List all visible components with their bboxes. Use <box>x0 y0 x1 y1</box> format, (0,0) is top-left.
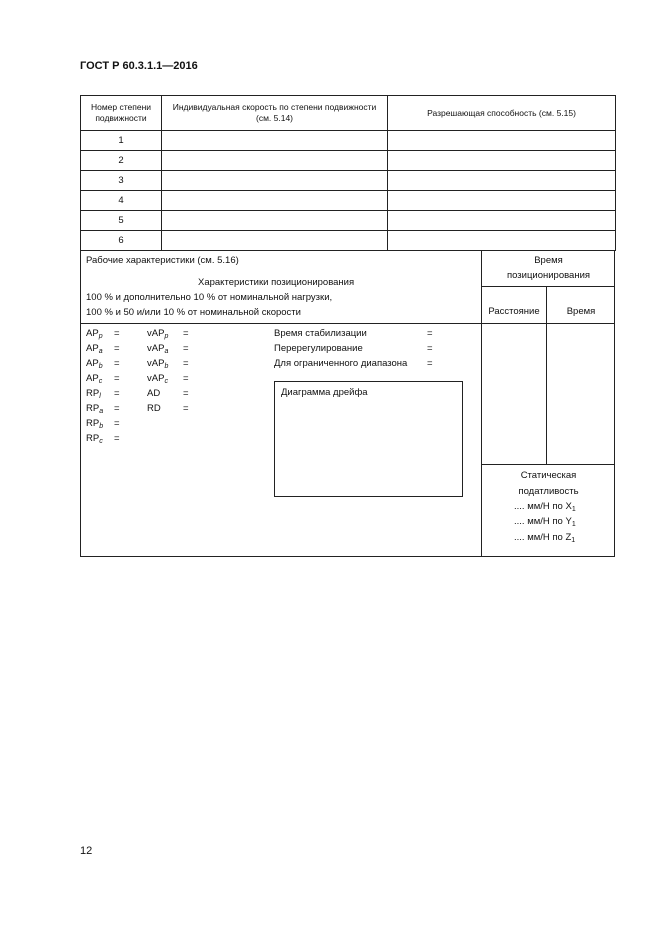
ap-a-label: $AP_a$ <box>86 343 103 355</box>
axis-number-cell: 4 <box>81 191 162 211</box>
vap-b-label: vAP$_b$ <box>147 358 169 370</box>
equals-sign: = <box>183 388 189 399</box>
load-line-2: 100 % и 50 и/или 10 % от номинальной скорости <box>86 307 301 318</box>
rp-l-label: $RP_l$ <box>86 388 101 400</box>
table-row <box>81 151 616 171</box>
drift-diagram-label: Диаграмма дрейфа <box>281 387 368 398</box>
performance-title: Рабочие характеристики (см. 5.16) <box>86 255 239 266</box>
vap-c-label: vAP$_c$ <box>147 373 168 385</box>
ap-p-label: $AP_p$ <box>86 328 103 340</box>
speed-cell <box>162 171 388 191</box>
static-compliance-title-1: Статическая <box>520 470 577 481</box>
equals-sign: = <box>427 343 433 354</box>
equals-sign: = <box>114 343 120 354</box>
divider-subheader <box>481 323 615 324</box>
resolution-cell <box>388 171 616 191</box>
axis-number-cell: 5 <box>81 211 162 231</box>
table-row <box>81 171 616 191</box>
ap-b-label: $AP_b$ <box>86 358 103 370</box>
resolution-cell <box>388 151 616 171</box>
table-row <box>81 211 616 231</box>
ap-c-label: $AP_c$ <box>86 373 103 385</box>
load-line-1: 100 % и дополнительно 10 % от номинальной нагрузки, <box>86 292 333 303</box>
equals-sign: = <box>114 418 120 429</box>
vap-a-label: vAP$_a$ <box>147 343 169 355</box>
speed-resolution-table <box>80 95 616 251</box>
page-number: 12 <box>80 845 93 857</box>
static-compliance-title-2: податливость <box>518 486 579 497</box>
equals-sign: = <box>183 403 189 414</box>
resolution-cell <box>388 231 616 251</box>
equals-sign: = <box>183 373 189 384</box>
column-header-individual-speed: Индивидуальная скорость по степени подвижности (см. 5.14) <box>162 96 388 131</box>
axis-number-cell: 3 <box>81 171 162 191</box>
drift-diagram-box <box>274 381 463 497</box>
ad-label: AD <box>147 388 161 399</box>
table-row <box>81 231 616 251</box>
positioning-time-title-2: позиционирования <box>506 270 591 281</box>
table-header-row <box>81 96 616 131</box>
speed-cell <box>162 151 388 171</box>
distance-label: Расстояние <box>488 306 540 317</box>
compliance-z: .... мм/Н по $Z_1$ <box>514 532 576 544</box>
axis-number-cell: 1 <box>81 131 162 151</box>
divider-vertical-main <box>481 250 482 557</box>
divider-top <box>80 323 482 324</box>
compliance-x: .... мм/Н по $X_1$ <box>514 501 576 513</box>
divider-time-header <box>481 286 615 287</box>
axis-number-cell: 6 <box>81 231 162 251</box>
stabilization-time-label: Время стабилизации <box>274 328 367 339</box>
resolution-cell <box>388 191 616 211</box>
column-header-axis-number: Номер степени подвижности <box>81 96 162 131</box>
speed-cell <box>162 131 388 151</box>
table-row <box>81 131 616 151</box>
divider-static <box>481 464 615 465</box>
equals-sign: = <box>183 328 189 339</box>
limited-range-label: Для ограниченного диапазона <box>274 358 408 369</box>
equals-sign: = <box>114 373 120 384</box>
equals-sign: = <box>183 343 189 354</box>
overshoot-label: Перерегулирование <box>274 343 363 354</box>
equals-sign: = <box>427 358 433 369</box>
compliance-y: .... мм/Н по $Y_1$ <box>514 516 576 528</box>
time-label: Время <box>566 306 596 317</box>
equals-sign: = <box>183 358 189 369</box>
equals-sign: = <box>114 328 120 339</box>
positioning-title: Характеристики позиционирования <box>198 277 355 288</box>
rp-a-label: $RP_a$ <box>86 403 104 415</box>
equals-sign: = <box>114 388 120 399</box>
rp-c-label: $RP_c$ <box>86 433 103 445</box>
document-id: ГОСТ Р 60.3.1.1—2016 <box>80 60 198 72</box>
speed-cell <box>162 191 388 211</box>
equals-sign: = <box>114 358 120 369</box>
axis-number-cell: 2 <box>81 151 162 171</box>
equals-sign: = <box>114 433 120 444</box>
speed-cell <box>162 211 388 231</box>
column-header-resolution: Разрешающая способность (см. 5.15) <box>388 96 616 131</box>
resolution-cell <box>388 211 616 231</box>
equals-sign: = <box>114 403 120 414</box>
positioning-time-title-1: Время <box>534 255 563 266</box>
speed-cell <box>162 231 388 251</box>
rp-b-label: $RP_b$ <box>86 418 104 430</box>
vap-p-label: vAP$_p$ <box>147 328 169 340</box>
resolution-cell <box>388 131 616 151</box>
rd-label: RD <box>147 403 161 414</box>
equals-sign: = <box>427 328 433 339</box>
table-row <box>81 191 616 211</box>
